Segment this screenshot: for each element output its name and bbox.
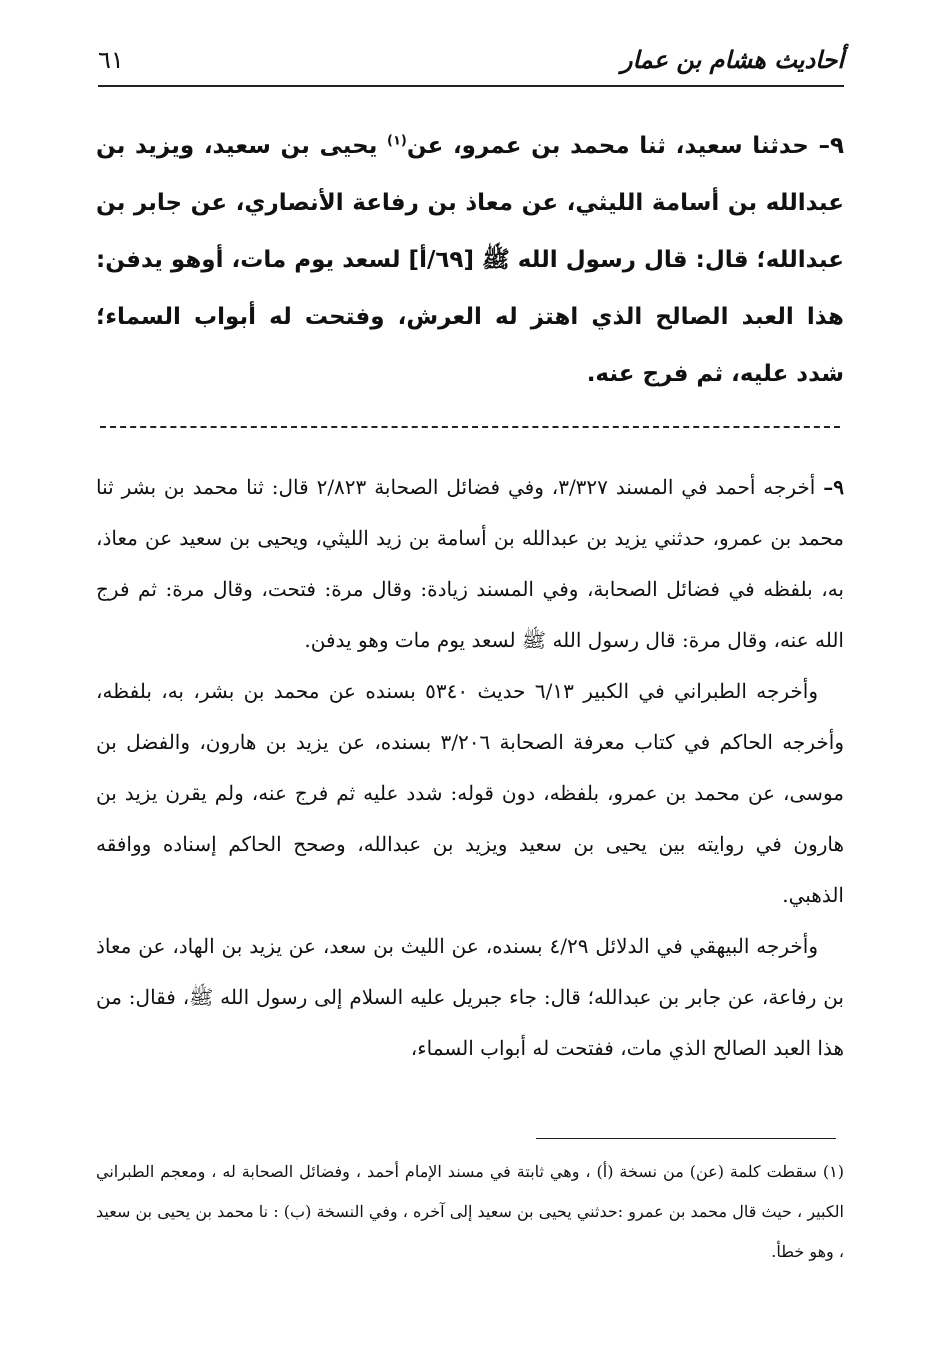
- hadith-text: [96, 118, 844, 403]
- hadith-isnad-start: حدثنا سعيد، ثنا محمد بن عمرو، عن: [406, 133, 809, 159]
- takhrij-paragraph-3: وأخرجه البيهقي في الدلائل ٤/٢٩ بسنده، عن الليث بن سعد، عن يزيد بن الهاد، عن معاذ بن رفاعة، عن جابر بن عبدالله؛ قال: جاء جبريل عليه السلام إلى رسول الله ﷺ، فقال: من هذا العبد الصالح الذي مات، ففتحت له أبواب السماء،: [96, 934, 844, 1060]
- section-divider-dashed: [100, 426, 840, 428]
- takhrij-section: [96, 462, 844, 1074]
- hadith-body: يحيى بن سعيد، ويزيد بن عبدالله بن أسامة الليثي، عن معاذ بن رفاعة الأنصاري، عن جابر بن عبدالله؛ قال: قال رسول الله ﷺ [٦٩/أ] لسعد يوم مات، أوهو يدفن: هذا العبد الصالح الذي اهتز له العرش، وفتحت له أبواب السماء؛ شدد عليه، ثم فرج عنه.: [96, 133, 844, 387]
- takhrij-number: ٩–: [823, 475, 844, 499]
- takhrij-paragraph-1: [96, 462, 844, 666]
- footnote-divider: [536, 1138, 836, 1139]
- footnote: [96, 1152, 844, 1272]
- header-title: أحاديث هشام بن عمار: [620, 46, 844, 74]
- page-number: ٦١: [98, 46, 124, 74]
- footnote-marker: (١): [822, 1162, 844, 1181]
- takhrij-paragraph-1-text: أخرجه أحمد في المسند ٣/٣٢٧، وفي فضائل الصحابة ٢/٨٢٣ قال: ثنا محمد بن بشر ثنا محمد بن عمرو، حدثني يزيد بن عبدالله بن أسامة بن زيد الليثي، ويحيى بن سعيد عن معاذ، به، بلفظه في فضائل الصحابة، وفي المسند زيادة: وقال مرة: فتحت، وقال مرة: ثم فرج الله عنه، وقال مرة: قال رسول الله ﷺ لسعد يوم مات وهو يدفن.: [96, 475, 844, 652]
- takhrij-paragraph-2: وأخرجه الطبراني في الكبير ٦/١٣ حديث ٥٣٤٠ بسنده عن محمد بن بشر، به، بلفظه، وأخرجه الحاكم في كتاب معرفة الصحابة ٣/٢٠٦ بسنده، عن يزيد بن هارون، والفضل بن موسى، عن محمد بن عمرو، بلفظه، دون قوله: شدد عليه ثم فرج عنه، ولم يقرن يزيد بن هارون في روايته بين يحيى بن سعيد ويزيد بن عبدالله، وصحح الحاكم إسناده ووافقه الذهبي.: [96, 679, 844, 907]
- footnote-text: سقطت كلمة (عن) من نسخة (أ) ، وهي ثابتة في مسند الإمام أحمد ، وفضائل الصحابة له ، ومعجم الطبراني الكبير ، حيث قال محمد بن عمرو :حدثني يحيى بن سعيد إلى آخره ، وفي النسخة (ب) : نا محمد بن يحيى بن سعيد ، وهو خطأ.: [96, 1162, 844, 1261]
- header-divider: [98, 85, 844, 87]
- hadith-number: ٩–: [818, 133, 844, 159]
- running-header: [98, 40, 844, 82]
- footnote-reference: (١): [387, 133, 407, 149]
